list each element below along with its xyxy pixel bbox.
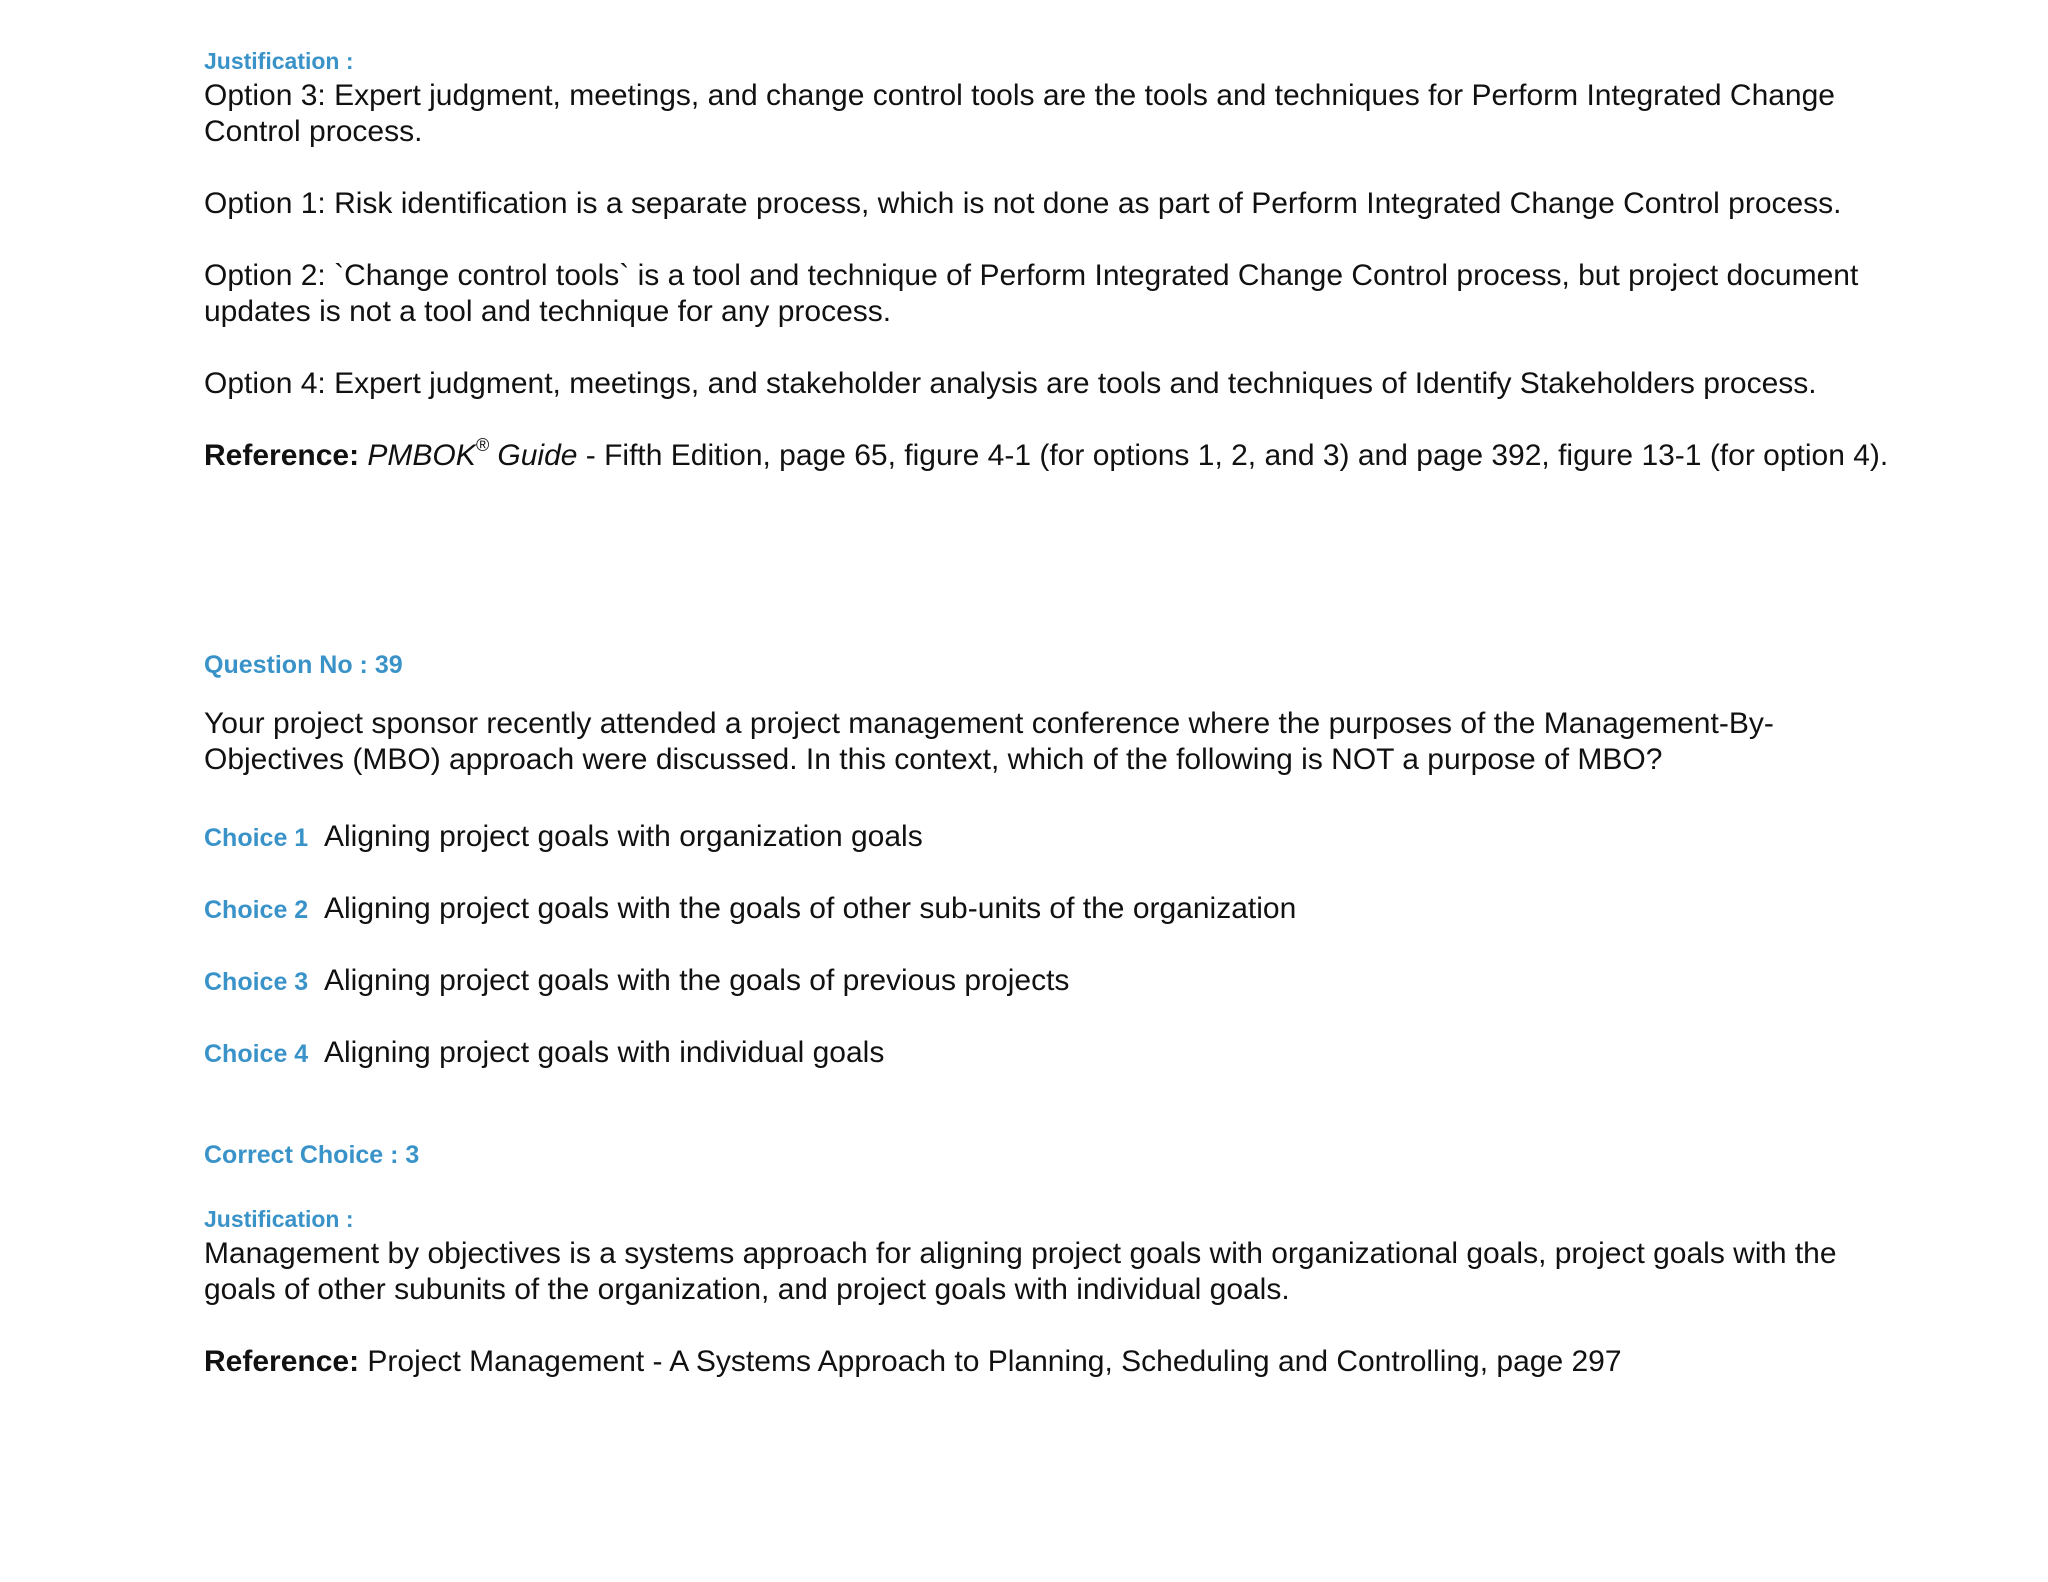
question-text: Your project sponsor recently attended a project management conference where the purposes of the Management-By-Objectives (MBO) approach were discussed. In this context, which of the following is NOT a purpose of MBO? — [204, 707, 1774, 776]
choice-label: Choice 4 — [204, 1040, 309, 1068]
justification-text: Management by objectives is a systems approach for aligning project goals with organizational goals, project goals with the goals of other subunits of the organization, and project goals with individual goals. — [204, 1237, 1837, 1306]
reference-line — [204, 435, 1904, 474]
reference-details: Project Management - A Systems Approach to Planning, Scheduling and Controlling, page 297 — [359, 1345, 1622, 1378]
choice-item — [204, 1036, 1904, 1108]
choice-text: Aligning project goals with individual goals — [324, 1036, 885, 1069]
choice-item — [204, 892, 1904, 964]
reference-line — [204, 1344, 1904, 1380]
justification-paragraph-option-1: Option 1: Risk identification is a separate process, which is not done as part of Perform Integrated Change Control process. — [204, 187, 1842, 220]
choice-item — [204, 820, 1904, 892]
choice-text: Aligning project goals with organization goals — [324, 820, 923, 853]
reference-book-title — [367, 435, 578, 472]
reference-title-part1: PMBOK — [367, 439, 476, 472]
justification-heading: Justification : — [204, 1206, 354, 1232]
choice-list — [204, 820, 1904, 1108]
document-page — [204, 44, 1904, 1380]
justification-paragraph-option-3: Option 3: Expert judgment, meetings, and change control tools are the tools and techniques for Perform Integrated Change Control process. — [204, 79, 1835, 148]
choice-item — [204, 964, 1904, 1036]
registered-mark: ® — [475, 435, 490, 455]
question-number: Question No : 39 — [204, 651, 403, 679]
reference-title-part2: Guide — [489, 439, 578, 472]
justification-heading: Justification : — [204, 48, 354, 74]
choice-label: Choice 1 — [204, 824, 309, 852]
reference-label: Reference: — [204, 439, 360, 472]
justification-paragraph-option-2: Option 2: `Change control tools` is a tool and technique of Perform Integrated Change Control process, but project document updates is not a tool and technique for any process. — [204, 259, 1859, 328]
choice-label: Choice 3 — [204, 968, 309, 996]
correct-choice: Correct Choice : 3 — [204, 1141, 420, 1169]
reference-label: Reference: — [204, 1345, 360, 1378]
choice-text: Aligning project goals with the goals of previous projects — [324, 964, 1070, 997]
reference-details: - Fifth Edition, page 65, figure 4-1 (for options 1, 2, and 3) and page 392, figure 13-1 (for option 4). — [577, 439, 1889, 472]
choice-label: Choice 2 — [204, 896, 309, 924]
choice-text: Aligning project goals with the goals of other sub-units of the organization — [324, 892, 1297, 925]
justification-paragraph-option-4: Option 4: Expert judgment, meetings, and stakeholder analysis are tools and techniques of Identify Stakeholders process. — [204, 367, 1817, 400]
